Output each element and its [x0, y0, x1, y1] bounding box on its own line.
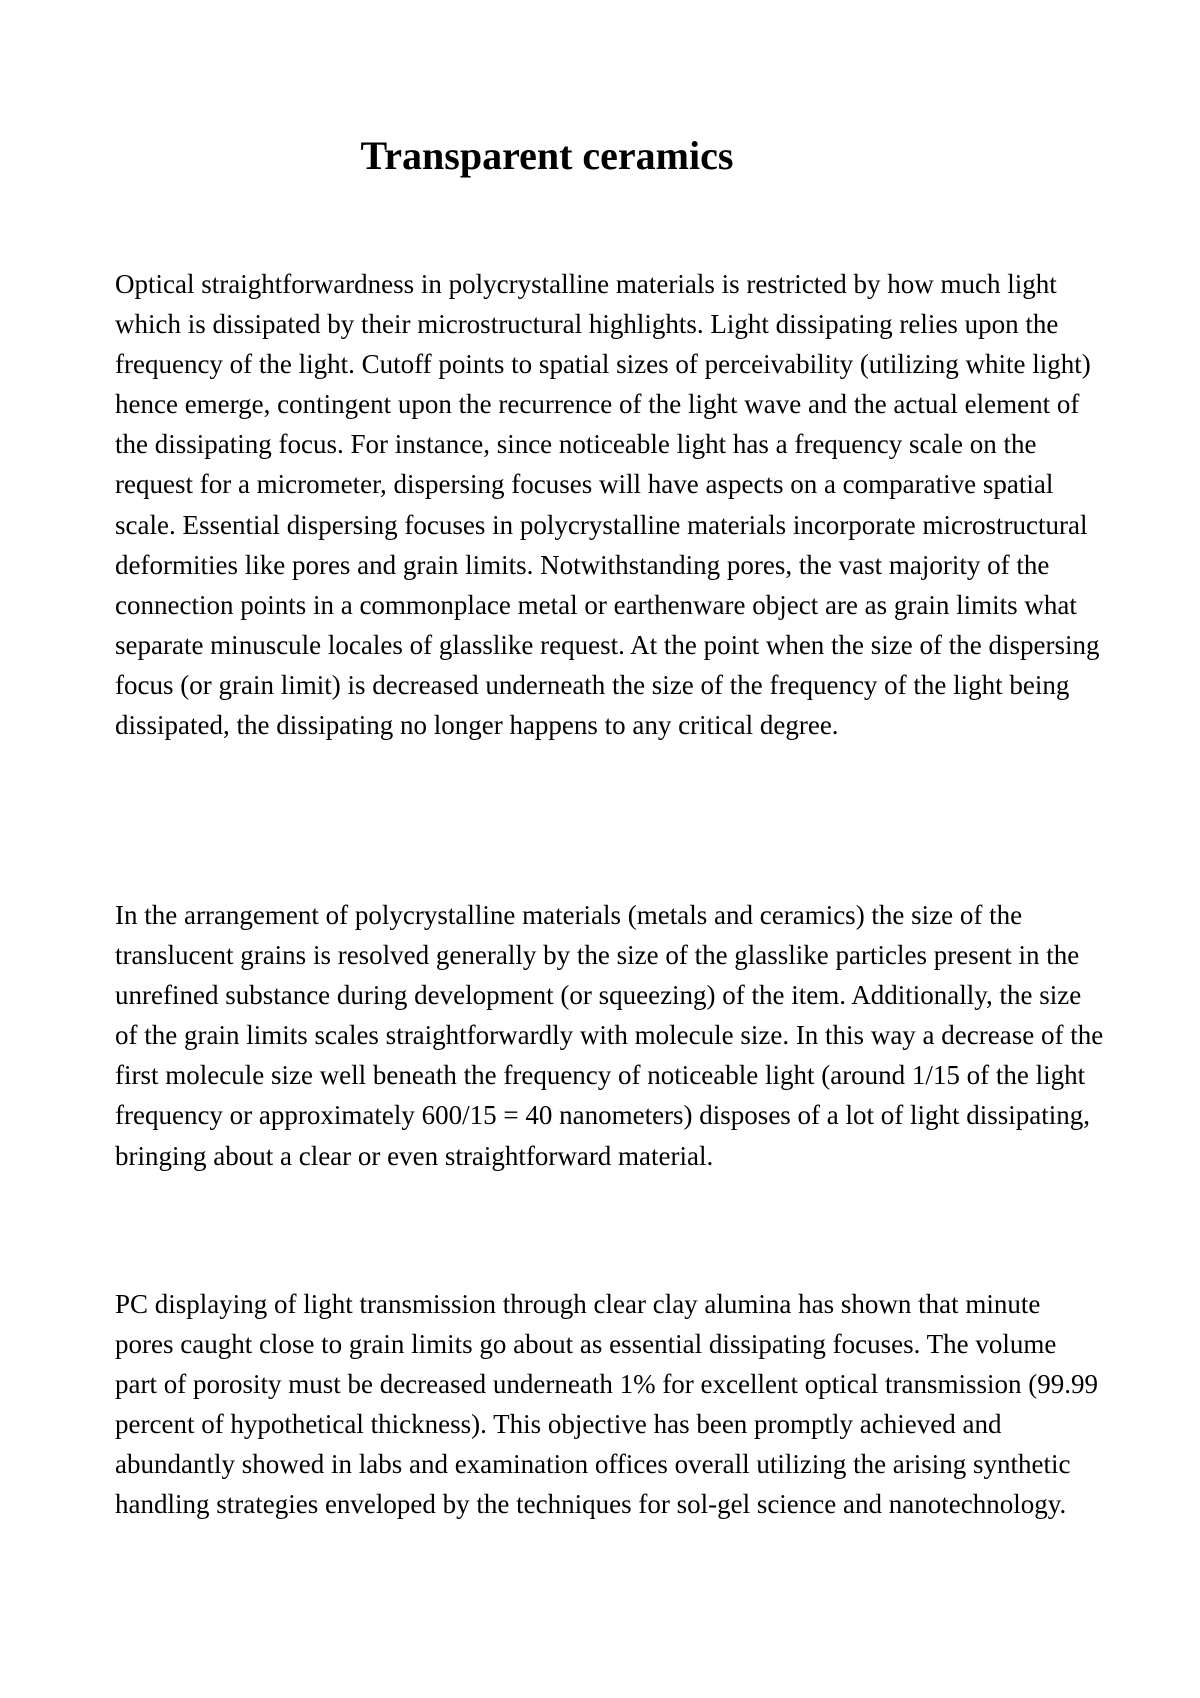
paragraph-porosity: PC displaying of light transmission through clear clay alumina has shown that minute pores caught close to grain limits go about as essential dissipating focuses. The volume part of porosity must be decreased underneath 1% for excellent optical transmission (99.99 percent of hypothetical thickness). This objective has been promptly achieved and abundantly showed in labs and examination offices overall utilizing the arising synthetic handling strategies enveloped by the techniques for sol-gel science and nanotechnology. [115, 1289, 1098, 1520]
paragraph-grain-size: In the arrangement of polycrystalline materials (metals and ceramics) the size of the translucent grains is resolved generally by the size of the glasslike particles present in the unrefined substance during development (or squeezing) of the item. Additionally, the size of the grain limits scales straightforwardly with molecule size. In this way a decrease of the first molecule size well beneath the frequency of noticeable light (around 1/15 of the light frequency or approximately 600/15 = 40 nanometers) disposes of a lot of light dissipating, bringing about a clear or even straightforward material. [115, 900, 1104, 1171]
document-title: Transparent ceramics [360, 133, 734, 178]
paragraph-light-scattering: Optical straightforwardness in polycrystalline materials is restricted by how much light which is dissipated by their microstructural highlights. Light dissipating relies upon the frequency of the light. Cutoff points to spatial sizes of perceivability (utilizing white light) hence emerge, contingent upon the recurrence of the light wave and the actual element of the dissipating focus. For instance, since noticeable light has a frequency scale on the request for a micrometer, dispersing focuses will have aspects on a comparative spatial scale. Essential dispersing focuses in polycrystalline materials incorporate microstructural deformities like pores and grain limits. Notwithstanding pores, the vast majority of the connection points in a commonplace metal or earthenware object are as grain limits what separate minuscule locales of glasslike request. At the point when the size of the dispersing focus (or grain limit) is decreased underneath the size of the frequency of the light being dissipated, the dissipating no longer happens to any critical degree. [115, 269, 1100, 741]
